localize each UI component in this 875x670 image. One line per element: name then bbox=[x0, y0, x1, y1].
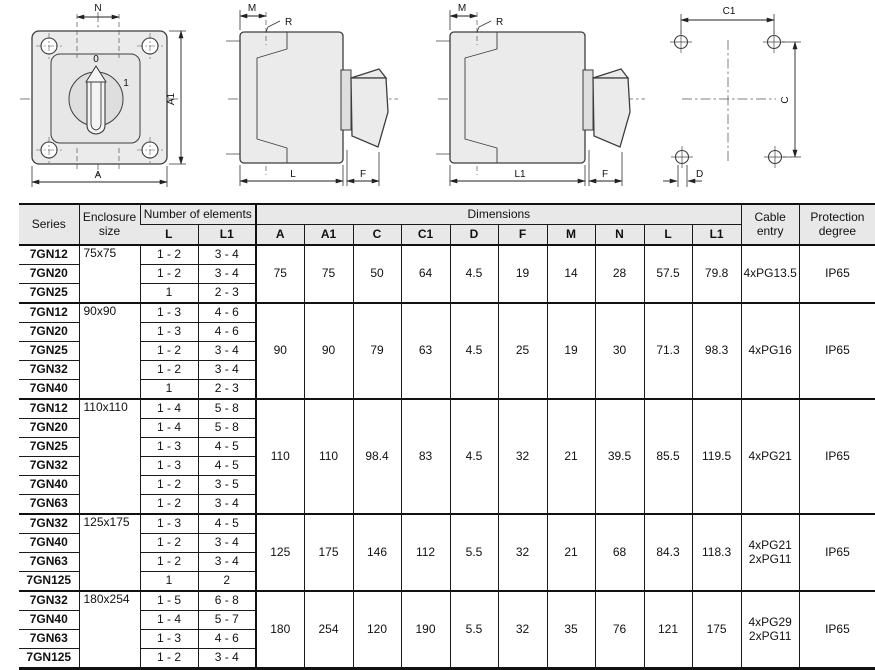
elements-l1-cell: 3 - 4 bbox=[198, 534, 256, 553]
dim-cell: 57.5 bbox=[644, 245, 692, 303]
elements-l1-cell: 4 - 5 bbox=[198, 457, 256, 476]
dim-cell: 5.5 bbox=[450, 591, 498, 669]
subheader-m: M bbox=[547, 225, 595, 246]
elements-l1-cell: 2 - 3 bbox=[198, 284, 256, 304]
drawings-panel bbox=[0, 0, 874, 200]
table-row bbox=[19, 303, 875, 323]
subheader-c1: C1 bbox=[401, 225, 450, 246]
elements-l1-cell: 4 - 6 bbox=[198, 323, 256, 342]
series-cell: 7GN32 bbox=[19, 591, 79, 611]
dim-cell: 30 bbox=[595, 303, 644, 399]
cable-entry-cell: 4xPG13.5 bbox=[741, 245, 799, 303]
dimensions-table-body bbox=[19, 245, 875, 669]
dim-cell: 85.5 bbox=[644, 399, 692, 514]
elements-l-cell: 1 - 3 bbox=[140, 438, 198, 457]
dim-label-c1: C1 bbox=[722, 6, 736, 17]
series-cell: 7GN40 bbox=[19, 611, 79, 630]
elements-l1-cell: 5 - 8 bbox=[198, 399, 256, 419]
dim-cell: 175 bbox=[304, 514, 353, 591]
elements-l1-cell: 5 - 7 bbox=[198, 611, 256, 630]
dim-cell: 79 bbox=[353, 303, 401, 399]
protection-degree-cell: IP65 bbox=[799, 591, 875, 669]
dim-label-m2: M bbox=[457, 3, 467, 14]
elements-l-cell: 1 - 2 bbox=[140, 245, 198, 265]
subheader-l: L bbox=[140, 225, 198, 246]
dim-label-d: D bbox=[696, 169, 704, 180]
dim-cell: 4.5 bbox=[450, 303, 498, 399]
dim-cell: 125 bbox=[256, 514, 304, 591]
elements-l1-cell: 3 - 4 bbox=[198, 342, 256, 361]
dim-cell: 19 bbox=[547, 303, 595, 399]
elements-l-cell: 1 - 4 bbox=[140, 419, 198, 438]
series-cell: 7GN32 bbox=[19, 361, 79, 380]
dim-cell: 14 bbox=[547, 245, 595, 303]
dimensions-table bbox=[19, 203, 875, 670]
dim-cell: 19 bbox=[498, 245, 547, 303]
side-view-l1-drawing bbox=[436, 3, 645, 186]
series-cell: 7GN40 bbox=[19, 380, 79, 400]
elements-l1-cell: 6 - 8 bbox=[198, 591, 256, 611]
subheader-dim-l1: L1 bbox=[692, 225, 741, 246]
dim-label-a1: A1 bbox=[166, 92, 177, 106]
table-row bbox=[19, 591, 875, 611]
header-row-1 bbox=[19, 204, 875, 225]
technical-drawings bbox=[0, 0, 874, 200]
header-cable-entry: Cable entry bbox=[741, 204, 799, 245]
dim-cell: 190 bbox=[401, 591, 450, 669]
switch-position-0: 0 bbox=[93, 54, 99, 65]
dim-label-f2: F bbox=[601, 169, 609, 180]
elements-l1-cell: 3 - 5 bbox=[198, 476, 256, 495]
series-cell: 7GN20 bbox=[19, 419, 79, 438]
dim-label-f: F bbox=[359, 169, 367, 180]
elements-l1-cell: 4 - 5 bbox=[198, 438, 256, 457]
elements-l1-cell: 3 - 4 bbox=[198, 553, 256, 572]
series-cell: 7GN63 bbox=[19, 495, 79, 515]
elements-l1-cell: 3 - 4 bbox=[198, 265, 256, 284]
elements-l1-cell: 3 - 4 bbox=[198, 495, 256, 515]
elements-l-cell: 1 - 5 bbox=[140, 591, 198, 611]
header-series: Series bbox=[19, 204, 79, 245]
dim-cell: 28 bbox=[595, 245, 644, 303]
dim-cell: 90 bbox=[304, 303, 353, 399]
dim-cell: 39.5 bbox=[595, 399, 644, 514]
dim-cell: 4.5 bbox=[450, 399, 498, 514]
elements-l-cell: 1 bbox=[140, 284, 198, 304]
cable-entry-cell: 4xPG21 bbox=[741, 399, 799, 514]
series-cell: 7GN20 bbox=[19, 323, 79, 342]
dim-cell: 50 bbox=[353, 245, 401, 303]
dim-cell: 121 bbox=[644, 591, 692, 669]
cable-entry-cell: 4xPG21 2xPG11 bbox=[741, 514, 799, 591]
enclosure-size-cell: 90x90 bbox=[79, 303, 140, 399]
elements-l-cell: 1 - 2 bbox=[140, 534, 198, 553]
dim-cell: 83 bbox=[401, 399, 450, 514]
dim-cell: 32 bbox=[498, 591, 547, 669]
elements-l-cell: 1 - 2 bbox=[140, 342, 198, 361]
elements-l-cell: 1 - 3 bbox=[140, 323, 198, 342]
dim-label-l: L bbox=[290, 169, 296, 180]
side-view-l-drawing bbox=[226, 3, 398, 186]
subheader-n: N bbox=[595, 225, 644, 246]
dim-cell: 71.3 bbox=[644, 303, 692, 399]
knob-top-facet bbox=[351, 69, 386, 78]
dim-label-r2: R bbox=[496, 17, 504, 28]
dim-label-n: N bbox=[94, 3, 102, 14]
header-protection-degree: Protection degree bbox=[799, 204, 875, 245]
elements-l1-cell: 2 - 3 bbox=[198, 380, 256, 400]
series-cell: 7GN20 bbox=[19, 265, 79, 284]
elements-l-cell: 1 - 3 bbox=[140, 630, 198, 649]
series-cell: 7GN32 bbox=[19, 457, 79, 476]
dim-cell: 110 bbox=[304, 399, 353, 514]
dim-cell: 146 bbox=[353, 514, 401, 591]
knob-side bbox=[351, 78, 388, 147]
dim-cell: 5.5 bbox=[450, 514, 498, 591]
subheader-l1: L1 bbox=[198, 225, 256, 246]
header-number-of-elements: Number of elements bbox=[140, 204, 256, 225]
elements-l1-cell: 3 - 4 bbox=[198, 245, 256, 265]
dim-cell: 79.8 bbox=[692, 245, 741, 303]
dim-label-l1: L1 bbox=[514, 169, 526, 180]
subheader-dim-l: L bbox=[644, 225, 692, 246]
dim-cell: 84.3 bbox=[644, 514, 692, 591]
dim-cell: 118.3 bbox=[692, 514, 741, 591]
elements-l1-cell: 4 - 5 bbox=[198, 514, 256, 534]
dim-cell: 180 bbox=[256, 591, 304, 669]
dim-cell: 4.5 bbox=[450, 245, 498, 303]
series-cell: 7GN12 bbox=[19, 245, 79, 265]
elements-l-cell: 1 - 4 bbox=[140, 611, 198, 630]
elements-l-cell: 1 bbox=[140, 380, 198, 400]
elements-l-cell: 1 - 2 bbox=[140, 495, 198, 515]
elements-l-cell: 1 - 2 bbox=[140, 361, 198, 380]
subheader-f: F bbox=[498, 225, 547, 246]
dim-label-r: R bbox=[285, 17, 293, 28]
header-dimensions: Dimensions bbox=[256, 204, 741, 225]
dim-cell: 25 bbox=[498, 303, 547, 399]
enclosure-size-cell: 75x75 bbox=[79, 245, 140, 303]
table-row bbox=[19, 245, 875, 265]
protection-degree-cell: IP65 bbox=[799, 245, 875, 303]
dim-label-c: C bbox=[780, 96, 791, 104]
dim-label-a: A bbox=[94, 170, 102, 181]
series-cell: 7GN40 bbox=[19, 476, 79, 495]
elements-l-cell: 1 - 2 bbox=[140, 476, 198, 495]
enclosure-size-cell: 125x175 bbox=[79, 514, 140, 591]
elements-l1-cell: 4 - 6 bbox=[198, 630, 256, 649]
dim-cell: 254 bbox=[304, 591, 353, 669]
elements-l-cell: 1 - 2 bbox=[140, 649, 198, 669]
dim-cell: 68 bbox=[595, 514, 644, 591]
series-cell: 7GN12 bbox=[19, 399, 79, 419]
dim-cell: 120 bbox=[353, 591, 401, 669]
dim-cell: 32 bbox=[498, 399, 547, 514]
series-cell: 7GN125 bbox=[19, 572, 79, 592]
dim-cell: 32 bbox=[498, 514, 547, 591]
series-cell: 7GN40 bbox=[19, 534, 79, 553]
dim-cell: 90 bbox=[256, 303, 304, 399]
dim-cell: 110 bbox=[256, 399, 304, 514]
series-cell: 7GN63 bbox=[19, 553, 79, 572]
header-enclosure-size: Enclosure size bbox=[79, 204, 140, 245]
table-row bbox=[19, 514, 875, 534]
enclosure-size-cell: 110x110 bbox=[79, 399, 140, 514]
subheader-a: A bbox=[256, 225, 304, 246]
series-cell: 7GN25 bbox=[19, 438, 79, 457]
elements-l-cell: 1 - 3 bbox=[140, 303, 198, 323]
elements-l-cell: 1 - 2 bbox=[140, 265, 198, 284]
cable-entry-cell: 4xPG16 bbox=[741, 303, 799, 399]
dimensions-table-wrap bbox=[19, 203, 875, 670]
series-cell: 7GN63 bbox=[19, 630, 79, 649]
dim-cell: 76 bbox=[595, 591, 644, 669]
elements-l-cell: 1 - 4 bbox=[140, 399, 198, 419]
dim-cell: 21 bbox=[547, 399, 595, 514]
elements-l1-cell: 3 - 4 bbox=[198, 361, 256, 380]
dim-cell: 175 bbox=[692, 591, 741, 669]
switch-position-1: 1 bbox=[123, 78, 129, 89]
dim-cell: 35 bbox=[547, 591, 595, 669]
elements-l1-cell: 2 bbox=[198, 572, 256, 592]
dim-cell: 119.5 bbox=[692, 399, 741, 514]
series-cell: 7GN32 bbox=[19, 514, 79, 534]
protection-degree-cell: IP65 bbox=[799, 514, 875, 591]
dim-cell: 21 bbox=[547, 514, 595, 591]
enclosure-size-cell: 180x254 bbox=[79, 591, 140, 669]
dim-cell: 75 bbox=[304, 245, 353, 303]
elements-l1-cell: 4 - 6 bbox=[198, 303, 256, 323]
dim-cell: 64 bbox=[401, 245, 450, 303]
protection-degree-cell: IP65 bbox=[799, 399, 875, 514]
subheader-a1: A1 bbox=[304, 225, 353, 246]
elements-l-cell: 1 bbox=[140, 572, 198, 592]
dim-cell: 112 bbox=[401, 514, 450, 591]
cable-entry-cell: 4xPG29 2xPG11 bbox=[741, 591, 799, 669]
dim-label-m: M bbox=[247, 3, 257, 14]
elements-l1-cell: 3 - 4 bbox=[198, 649, 256, 669]
front-view-drawing bbox=[20, 3, 186, 187]
subheader-d: D bbox=[450, 225, 498, 246]
drill-pattern-drawing bbox=[663, 6, 801, 187]
dim-cell: 98.4 bbox=[353, 399, 401, 514]
elements-l-cell: 1 - 3 bbox=[140, 514, 198, 534]
dim-cell: 75 bbox=[256, 245, 304, 303]
elements-l1-cell: 5 - 8 bbox=[198, 419, 256, 438]
subheader-c: C bbox=[353, 225, 401, 246]
series-cell: 7GN25 bbox=[19, 284, 79, 304]
series-cell: 7GN12 bbox=[19, 303, 79, 323]
dim-cell: 98.3 bbox=[692, 303, 741, 399]
protection-degree-cell: IP65 bbox=[799, 303, 875, 399]
series-cell: 7GN125 bbox=[19, 649, 79, 669]
elements-l-cell: 1 - 3 bbox=[140, 457, 198, 476]
table-row bbox=[19, 399, 875, 419]
series-cell: 7GN25 bbox=[19, 342, 79, 361]
dim-cell: 63 bbox=[401, 303, 450, 399]
elements-l-cell: 1 - 2 bbox=[140, 553, 198, 572]
